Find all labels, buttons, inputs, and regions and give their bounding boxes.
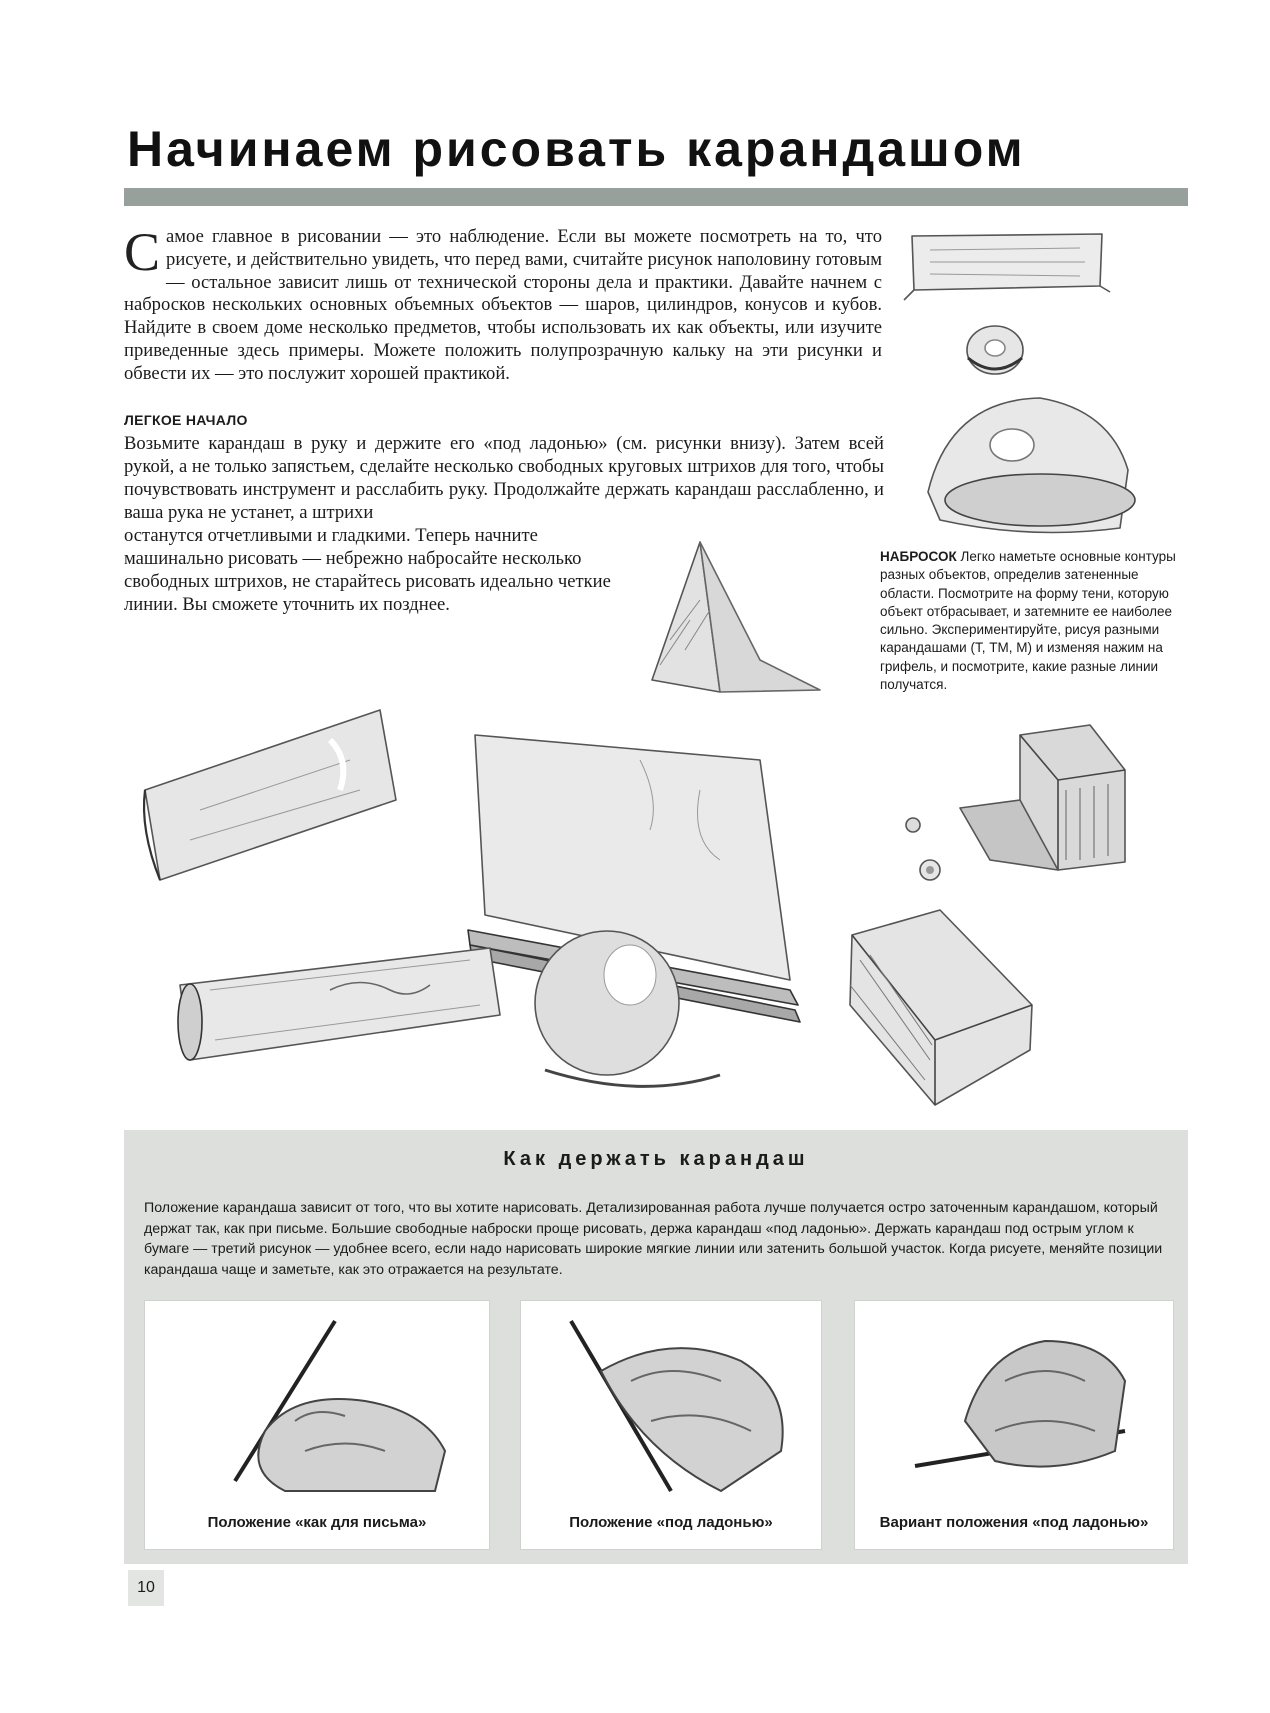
hand-figure-variant [854, 1300, 1174, 1550]
hand-figure-writing [144, 1300, 490, 1550]
easy-start-heading: ЛЕГКОЕ НАЧАЛО [124, 412, 248, 428]
sketch-caption-label: НАБРОСОК [880, 549, 957, 564]
hand-underhand-icon [521, 1301, 821, 1501]
caption-underhand: Положение «под ладонью» [569, 1514, 773, 1531]
hand-variant-icon [855, 1301, 1173, 1501]
intro-text: амое главное в рисовании — это наблюдение. Если вы можете посмотреть на то, что рисуете, и действительно увидеть, что перед вами, считайте рисунок наполовину готовым — остальное зависит лишь от технической стороны дела и практики. Давайте начнем с набросков нескольких основных объемных объектов — шаров, цилиндров, конусов и кубов. Найдите в своем доме несколько предметов, чтобы использовать их как объекты, или изучите приведенные здесь примеры. Можете положить полупрозрачную кальку на эти рисунки и обвести их — это послужит хорошей практикой. [124, 226, 882, 384]
sketch-small-sphere [967, 326, 1023, 374]
easy-start-text-1: Возьмите карандаш в руку и держите его «под ладонью» (см. рисунки внизу). Затем всей рукой, а не только запястьем, сделайте несколько свободных круговых штрихов для того, чтобы почувствовать инструмент и расслабить руку. Продолжайте держать карандаш расслабленно, и ваша рука не устанет, а штрихи [124, 433, 884, 523]
page-number: 10 [128, 1570, 164, 1606]
hand-figure-underhand [520, 1300, 822, 1550]
sketch-bar [904, 234, 1110, 300]
easy-start-text-2: останутся отчетливыми и гладкими. Теперь начните машинально рисовать — небрежно набросайте несколько свободных штрихов, не старайтесь рисовать идеально четкие линии. Вы сможете уточнить их позднее. [124, 525, 611, 615]
title-rule [124, 188, 1188, 206]
holding-title: Как держать карандаш [503, 1148, 809, 1170]
sketch-tiny-spheres [906, 818, 940, 880]
sketch-cylinder-left [144, 710, 396, 880]
sketch-cylinder-long [178, 948, 500, 1060]
drop-cap: С [124, 222, 161, 282]
sketch-dome [928, 398, 1135, 533]
sketch-caption [880, 548, 1188, 694]
hand-writing-icon [145, 1301, 489, 1501]
sketch-box [850, 910, 1032, 1105]
holding-text: Положение карандаша зависит от того, что вы хотите нарисовать. Детализированная работа лучше получается остро заточенным карандашом, который держат так, как при письме. Большие свободные наброски проще рисовать, держа карандаш «под ладонью». Держать карандаш под острым углом к бумаге — третий рисунок — удобнее всего, если надо нарисовать широкие мягкие линии или затенить большой участок. Когда рисуете, меняйте позиции карандаша чаще и заметьте, как это отражается на результате. [144, 1200, 1163, 1278]
sketch-papers [468, 735, 800, 1022]
page-title: Начинаем рисовать карандашом [127, 121, 1026, 177]
caption-writing: Положение «как для письма» [207, 1514, 427, 1531]
sketch-pyramid [652, 542, 820, 692]
caption-variant: Вариант положения «под ладонью» [879, 1514, 1149, 1531]
sketch-caption-text: Легко наметьте основные контуры разных объектов, определив затененные области. Посмотрите на форму тени, которую объект отбрасывает, и затемните ее наиболее сильно. Экспериментируйте, рисуя разными карандашами (Т, ТМ, М) и изменяя нажим на грифель, и посмотрите, какие разные линии получатся. [880, 549, 1176, 693]
sketch-cube [960, 725, 1125, 870]
sketch-sphere [535, 931, 720, 1086]
intro-paragraph [124, 222, 882, 386]
